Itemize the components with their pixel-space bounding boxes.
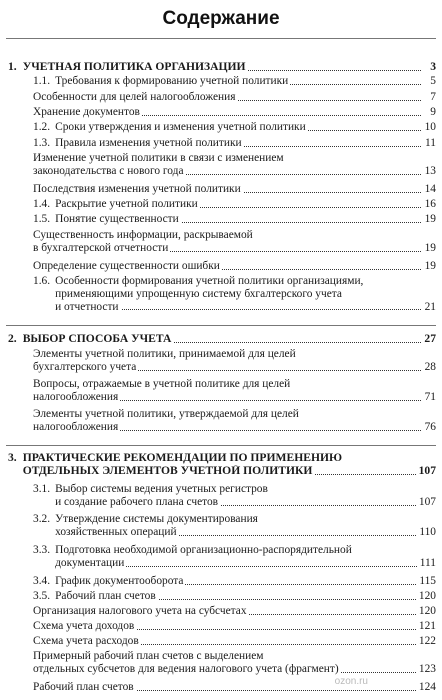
toc-chapter-1[interactable] <box>8 61 436 74</box>
page-number: 16 <box>421 198 436 211</box>
chapter-number: 2. <box>8 332 17 345</box>
entry-title: Раскрытие учетной политики <box>55 198 198 210</box>
watermark: ozon.ru <box>334 676 368 687</box>
chapter-number: 3. <box>8 451 17 464</box>
page-number: 19 <box>421 242 436 255</box>
entry-title: Правила изменения учетной политики <box>55 137 242 149</box>
entry-title-continued: отдельных субсчетов для ведения налогового учета (фрагмент) <box>33 662 339 675</box>
entry-title-continued: применяющими упрощенную систему бхгалтерского учета <box>55 287 342 300</box>
entry-title: Утверждение системы документирования <box>55 513 258 525</box>
page-number: 9 <box>421 106 436 119</box>
entry-title: Организация налогового учета на субсчетах <box>33 605 247 617</box>
page-number: 121 <box>416 620 436 633</box>
page-number: 124 <box>416 681 436 694</box>
page-number: 71 <box>421 391 436 404</box>
entry-title: Хранение документов <box>33 106 140 118</box>
toc-entry[interactable] <box>33 408 436 434</box>
toc-entry[interactable] <box>33 213 436 226</box>
entry-number: 1.5. <box>33 213 51 225</box>
chapter-number: 1. <box>8 60 17 73</box>
entry-title: Особенности формирования учетной политики организациями, <box>55 275 364 287</box>
entry-title: Сроки утверждения и изменения учетной политики <box>55 121 306 133</box>
toc-entry[interactable] <box>33 229 436 255</box>
toc-chapter-3[interactable] <box>8 452 436 478</box>
page-number: 123 <box>416 663 436 676</box>
entry-title: Особенности для целей налогообложения <box>33 91 236 103</box>
entry-number: 1.4. <box>33 198 51 210</box>
entry-title-continued: налогообложения <box>33 390 119 403</box>
page-number: 120 <box>416 590 436 603</box>
entry-title-continued: документации <box>55 556 125 569</box>
entry-number: 3.3. <box>33 544 51 556</box>
entry-title-continued: в бухгалтерской отчетности <box>33 241 169 254</box>
entry-title: Понятие существенности <box>55 213 179 225</box>
entry-title: Требования к формированию учетной политики <box>55 75 289 87</box>
entry-title-continued: и создание рабочего плана счетов <box>55 495 219 508</box>
entry-number: 1.6. <box>33 275 51 287</box>
toc-entry[interactable] <box>33 590 436 603</box>
toc-entry[interactable] <box>33 544 436 570</box>
toc-chapter-2[interactable] <box>8 333 436 346</box>
entry-title: Подготовка необходимой организационно-распорядительной <box>55 544 352 556</box>
section-rule <box>6 325 436 326</box>
entry-title: Выбор системы ведения учетных регистров <box>55 483 268 495</box>
title-rule <box>6 38 436 39</box>
page-number: 107 <box>416 496 436 509</box>
entry-title-continued: хозяйственных операций <box>55 525 177 538</box>
toc-entry[interactable] <box>33 378 436 404</box>
toc-entry[interactable] <box>33 635 436 648</box>
toc-entry[interactable] <box>33 348 436 374</box>
toc-entry[interactable] <box>33 605 436 618</box>
entry-title-continued: и отчетности <box>55 300 119 313</box>
page-number: 21 <box>421 301 436 314</box>
entry-number: 1.1. <box>33 75 51 87</box>
entry-title: Рабочий план счетов <box>33 681 134 693</box>
toc-entry[interactable] <box>33 152 436 178</box>
page-number: 5 <box>421 75 436 88</box>
entry-title: Примерный рабочий план счетов с выделением <box>33 650 264 662</box>
entry-title: Схема учета доходов <box>33 620 135 632</box>
entry-number: 1.2. <box>33 121 51 133</box>
entry-title-continued: налогообложения <box>33 420 119 433</box>
entry-title: Элементы учетной политики, утверждаемой для целей <box>33 408 299 420</box>
toc-entry[interactable] <box>33 513 436 539</box>
chapter-title: УЧЕТНАЯ ПОЛИТИКА ОРГАНИЗАЦИИ <box>22 61 246 73</box>
toc-entry[interactable] <box>33 483 436 509</box>
entry-title: Определение существенности ошибки <box>33 260 220 272</box>
entry-title-continued: законодательства с нового года <box>33 164 184 177</box>
toc-entry[interactable] <box>33 260 436 273</box>
toc-entry[interactable] <box>33 275 436 313</box>
page-number: 76 <box>421 421 436 434</box>
toc-entry[interactable] <box>33 620 436 633</box>
page-number: 19 <box>421 213 436 226</box>
toc-entry[interactable] <box>33 681 436 694</box>
chapter-title: ПРАКТИЧЕСКИЕ РЕКОМЕНДАЦИИ ПО ПРИМЕНЕНИЮ <box>22 451 343 464</box>
page-number: 122 <box>416 635 436 648</box>
toc-entry[interactable] <box>33 650 436 676</box>
page-number: 115 <box>416 575 436 588</box>
page-number: 13 <box>421 165 436 178</box>
entry-number: 3.2. <box>33 513 51 525</box>
page-number: 14 <box>421 183 436 196</box>
chapter-title: ВЫБОР СПОСОБА УЧЕТА <box>22 333 172 345</box>
chapter-title-continued: ОТДЕЛЬНЫХ ЭЛЕМЕНТОВ УЧЕТНОЙ ПОЛИТИКИ <box>22 464 313 477</box>
entry-title: Существенность информации, раскрываемой <box>33 229 253 241</box>
page-number: 11 <box>421 137 436 150</box>
page-number: 19 <box>421 260 436 273</box>
entry-title: Схема учета расходов <box>33 635 139 647</box>
entry-title: Вопросы, отражаемые в учетной политике для целей <box>33 378 291 390</box>
entry-title: Рабочий план счетов <box>55 590 156 602</box>
entry-number: 3.4. <box>33 575 51 587</box>
toc-entry[interactable] <box>33 137 436 150</box>
entry-title: Последствия изменения учетной политики <box>33 183 241 195</box>
entry-title-continued: бухгалтерского учета <box>33 360 137 373</box>
toc-entry[interactable] <box>33 198 436 211</box>
entry-number: 3.1. <box>33 483 51 495</box>
toc-entry[interactable] <box>33 121 436 134</box>
toc-entry[interactable] <box>33 91 436 104</box>
page-number: 10 <box>421 121 436 134</box>
section-rule <box>6 445 436 446</box>
entry-title: Элементы учетной политики, принимаемой для целей <box>33 348 296 360</box>
toc-entry[interactable] <box>33 106 436 119</box>
page-number: 28 <box>421 361 436 374</box>
page-number: 111 <box>417 557 436 570</box>
page-number: 7 <box>421 91 436 104</box>
entry-title: Изменение учетной политики в связи с изменением <box>33 152 284 164</box>
page-number: 107 <box>416 465 436 478</box>
toc-entry[interactable] <box>33 75 436 88</box>
entry-title: График документооборота <box>55 575 184 587</box>
toc-entry[interactable] <box>33 183 436 196</box>
toc-entry[interactable] <box>33 575 436 588</box>
page-number: 120 <box>416 605 436 618</box>
page-number: 27 <box>421 333 436 346</box>
entry-number: 3.5. <box>33 590 51 602</box>
page-number: 3 <box>421 61 436 74</box>
page-number: 110 <box>416 526 436 539</box>
entry-number: 1.3. <box>33 137 51 149</box>
page-title: Содержание <box>162 8 280 29</box>
